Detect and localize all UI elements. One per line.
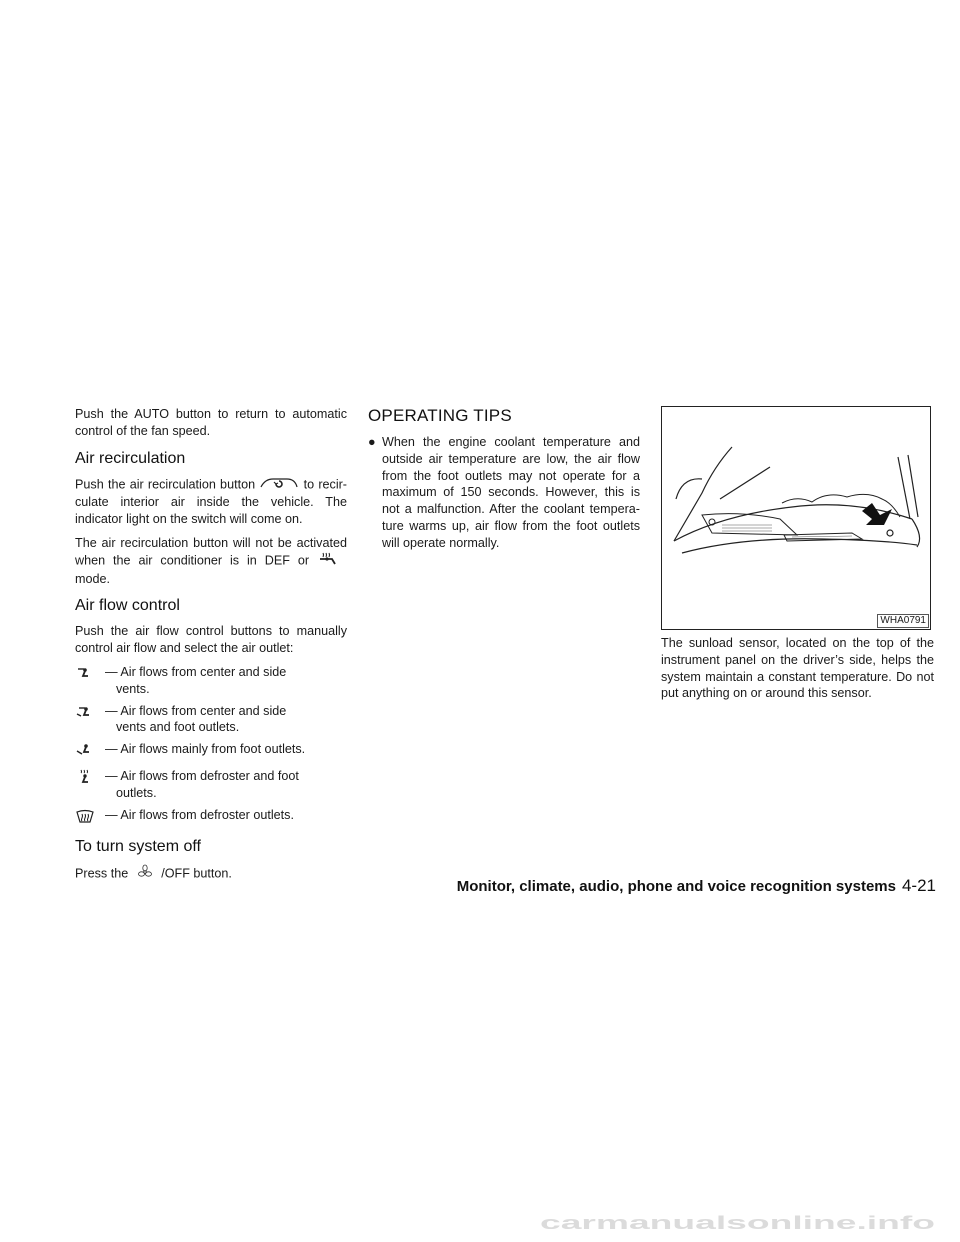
bi-level-icon (75, 703, 105, 725)
list-item: — Air flows from center and side vents and foot outlets. (75, 703, 347, 737)
list-item: — Air flows mainly from foot outlets. (75, 741, 347, 763)
section-title: Monitor, climate, audio, phone and voice recognition systems (456, 878, 896, 895)
right-column (661, 406, 934, 709)
recirculation-paragraph: Push the air recirculation button to recir-culate interior air inside the vehicle. The indicator light on the switch will come on. (75, 477, 348, 527)
middle-column (368, 406, 640, 552)
air-flow-control-heading: Air flow control (75, 597, 180, 615)
turn-off-paragraph: Press the /OFF button. (75, 864, 347, 885)
defrost-icon (75, 807, 105, 829)
list-item (368, 434, 640, 552)
air-flow-list (75, 664, 347, 828)
page-footer (440, 876, 936, 897)
svg-text:carmanualsonline.info: carmanualsonline.info (540, 1213, 935, 1233)
left-column (75, 406, 347, 892)
figure-label: WHA0791 (877, 614, 929, 628)
defrost-foot-icon (75, 768, 105, 790)
auto-button-paragraph: Push the AUTO button to return to automatic control of the fan speed. (75, 407, 347, 438)
list-item: — Air flows from center and side vents. (75, 664, 347, 698)
fan-icon (132, 864, 158, 885)
air-flow-intro: Push the air flow control buttons to manually control air flow and select the air outlet: (75, 624, 347, 656)
air-recirculation-heading: Air recirculation (75, 449, 186, 467)
operating-tip-text: When the engine coolant temperature and outside air temperature are low, the air flow from the foot outlets may not operate for a maximum of 150 seconds. However, this is not a malfunction. After the coolant tempera-ture warms up, air flow from the foot outlets will operate normally. (382, 435, 640, 550)
sunload-sensor-caption: The sunload sensor, located on the top of the instrument panel on the driver’s side, helps the system maintain a constant temperature. Do not put anything on or around this sensor. (661, 636, 934, 701)
list-item: — Air flows from defroster outlets. (75, 807, 347, 829)
bullet-icon: ● (368, 435, 376, 449)
list-item: — Air flows from defroster and foot outlets. (75, 768, 347, 802)
sunload-sensor-figure (661, 406, 931, 630)
recirculation-note: The air recirculation button will not be activated when the air conditioner is in DEF or mode. (75, 535, 347, 586)
operating-tips-heading: OPERATING TIPS (368, 406, 512, 425)
foot-vent-icon (75, 741, 105, 763)
defrost-foot-mode-icon (317, 552, 347, 571)
watermark-logo (540, 1212, 940, 1234)
face-vent-icon (75, 664, 105, 686)
recirculation-icon (259, 476, 299, 495)
page-number: 4-21 (901, 876, 936, 895)
turn-system-off-heading: To turn system off (75, 838, 201, 856)
dashboard-illustration (662, 407, 929, 628)
